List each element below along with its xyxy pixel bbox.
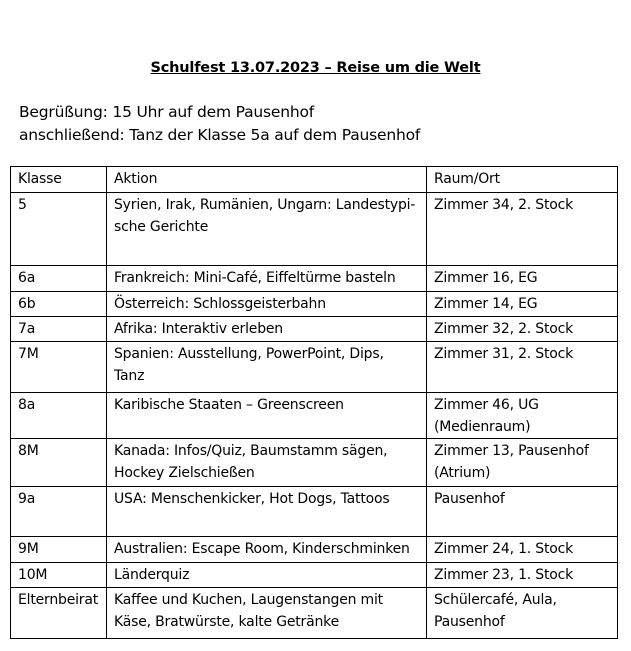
cell-ort: Zimmer 16, EG bbox=[427, 266, 618, 292]
cell-aktion: Kaffee und Kuchen, Laugenstangen mit Käse, Bratwürste, kalte Getränke bbox=[107, 588, 427, 639]
header-raum-ort: Raum/Ort bbox=[427, 167, 618, 193]
cell-aktion: USA: Menschenkicker, Hot Dogs, Tattoos bbox=[107, 487, 427, 537]
cell-klasse: 6b bbox=[11, 292, 107, 317]
cell-klasse: 5 bbox=[11, 193, 107, 266]
cell-aktion: Australien: Escape Room, Kinderschminken bbox=[107, 537, 427, 563]
cell-klasse: 9a bbox=[11, 487, 107, 537]
cell-ort: Zimmer 24, 1. Stock bbox=[427, 537, 618, 563]
intro-line-dance: anschließend: Tanz der Klasse 5a auf dem Pausenhof bbox=[19, 126, 421, 144]
table-row bbox=[11, 193, 618, 266]
table-row bbox=[11, 487, 618, 537]
cell-aktion: Spanien: Ausstellung, PowerPoint, Dips, Tanz bbox=[107, 342, 427, 393]
header-klasse: Klasse bbox=[11, 167, 107, 193]
cell-ort: Schülercafé, Aula, Pausenhof bbox=[427, 588, 618, 639]
cell-klasse: 10M bbox=[11, 563, 107, 588]
document-title: Schulfest 13.07.2023 – Reise um die Welt bbox=[150, 60, 481, 76]
table-row bbox=[11, 342, 618, 393]
schedule-table bbox=[10, 166, 618, 639]
cell-ort: Pausenhof bbox=[427, 487, 618, 537]
table-row bbox=[11, 439, 618, 487]
cell-klasse: 9M bbox=[11, 537, 107, 563]
cell-ort: Zimmer 32, 2. Stock bbox=[427, 317, 618, 342]
table-row bbox=[11, 563, 618, 588]
cell-aktion: Kanada: Infos/Quiz, Baumstamm sägen, Hockey Zielschießen bbox=[107, 439, 427, 487]
cell-ort: Zimmer 13, Pausenhof (Atrium) bbox=[427, 439, 618, 487]
cell-ort: Zimmer 14, EG bbox=[427, 292, 618, 317]
cell-ort: Zimmer 23, 1. Stock bbox=[427, 563, 618, 588]
cell-aktion: Karibische Staaten – Greenscreen bbox=[107, 393, 427, 439]
cell-klasse: 8a bbox=[11, 393, 107, 439]
intro-line-welcome: Begrüßung: 15 Uhr auf dem Pausenhof bbox=[19, 103, 315, 121]
cell-ort: Zimmer 31, 2. Stock bbox=[427, 342, 618, 393]
table-row bbox=[11, 266, 618, 292]
table-row bbox=[11, 537, 618, 563]
table-row bbox=[11, 588, 618, 639]
cell-aktion: Syrien, Irak, Rumänien, Ungarn: Landestypi- sche Gerichte bbox=[107, 193, 427, 266]
cell-aktion: Frankreich: Mini-Café, Eiffeltürme basteln bbox=[107, 266, 427, 292]
cell-klasse: 7a bbox=[11, 317, 107, 342]
cell-klasse: 6a bbox=[11, 266, 107, 292]
cell-aktion: Österreich: Schlossgeisterbahn bbox=[107, 292, 427, 317]
cell-ort: Zimmer 46, UG (Medienraum) bbox=[427, 393, 618, 439]
cell-klasse: 7M bbox=[11, 342, 107, 393]
cell-klasse: Elternbeirat bbox=[11, 588, 107, 639]
cell-aktion: Länderquiz bbox=[107, 563, 427, 588]
table-row bbox=[11, 317, 618, 342]
cell-ort: Zimmer 34, 2. Stock bbox=[427, 193, 618, 266]
table-row bbox=[11, 292, 618, 317]
cell-klasse: 8M bbox=[11, 439, 107, 487]
table-header-row bbox=[11, 167, 618, 193]
table-row bbox=[11, 393, 618, 439]
cell-aktion: Afrika: Interaktiv erleben bbox=[107, 317, 427, 342]
header-aktion: Aktion bbox=[107, 167, 427, 193]
